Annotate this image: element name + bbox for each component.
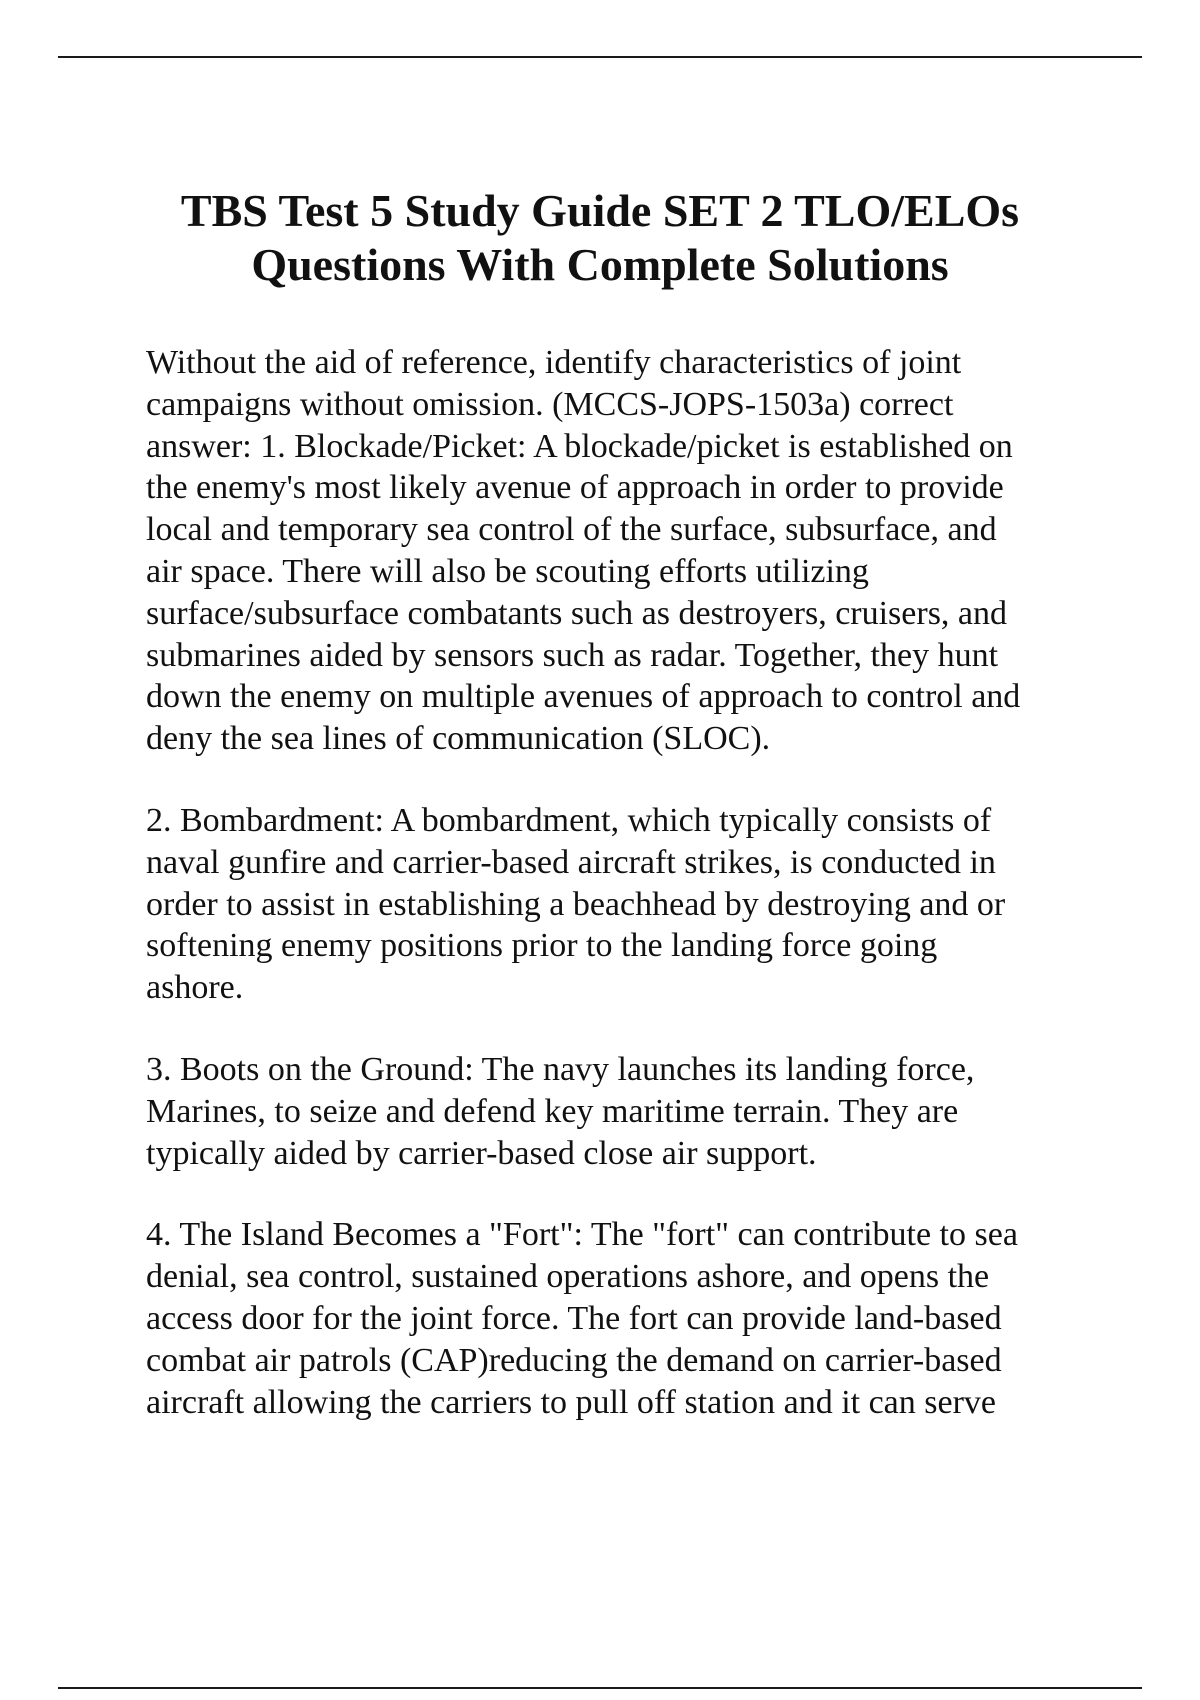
text-line: Without the aid of reference, identify characteristics of joint (146, 344, 962, 381)
document-body (146, 342, 1146, 1463)
text-line: typically aided by carrier-based close air support. (146, 1134, 817, 1172)
title-line: TBS Test 5 Study Guide SET 2 TLO/ELOs (180, 185, 1020, 236)
text-line: answer: 1. Blockade/Picket: A blockade/picket is established on (146, 427, 1013, 465)
footer-rule (58, 1687, 1142, 1689)
text-line: 2. Bombardment: A bombardment, which typically consists of (146, 801, 992, 839)
paragraph-bombardment (146, 800, 1146, 1009)
text-line: campaigns without omission. (MCCS-JOPS-1503a) correct (146, 385, 954, 423)
text-line: surface/subsurface combatants such as destroyers, cruisers, and (146, 594, 1008, 632)
text-line: order to assist in establishing a beachhead by destroying and or (146, 885, 1006, 923)
text-line: deny the sea lines of communication (SLOC). (146, 720, 771, 758)
text-line: 4. The Island Becomes a "Fort": The "fort" can contribute to sea (146, 1216, 1018, 1254)
text-line: aircraft allowing the carriers to pull off station and it can serve (146, 1383, 996, 1421)
text-line: Marines, to seize and defend key maritime terrain. They are (146, 1092, 959, 1130)
text-line: down the enemy on multiple avenues of approach to control and (146, 678, 1021, 716)
text-line: submarines aided by sensors such as radar. Together, they hunt (146, 636, 999, 674)
text-line: access door for the joint force. The fort can provide land-based (146, 1299, 1002, 1337)
header-rule (58, 56, 1142, 58)
paragraph-boots-on-the-ground (146, 1049, 1146, 1174)
text-line: the enemy's most likely avenue of approach in order to provide (146, 469, 1004, 507)
text-line: ashore. (146, 969, 244, 1007)
text-line: naval gunfire and carrier-based aircraft strikes, is conducted in (146, 843, 996, 881)
text-line: air space. There will also be scouting efforts utilizing (146, 552, 869, 590)
paragraph-island-becomes-fort (146, 1214, 1146, 1423)
text-line: denial, sea control, sustained operations ashore, and opens the (146, 1258, 990, 1296)
page-title (100, 184, 1100, 292)
text-line: 3. Boots on the Ground: The navy launches its landing force, (146, 1050, 975, 1088)
paragraph-question-answer-blockade (146, 342, 1146, 760)
text-line: softening enemy positions prior to the landing force going (146, 927, 938, 965)
text-line: local and temporary sea control of the surface, subsurface, and (146, 511, 997, 549)
text-line: combat air patrols (CAP)reducing the demand on carrier-based (146, 1341, 1002, 1379)
title-line: Questions With Complete Solutions (251, 239, 949, 290)
